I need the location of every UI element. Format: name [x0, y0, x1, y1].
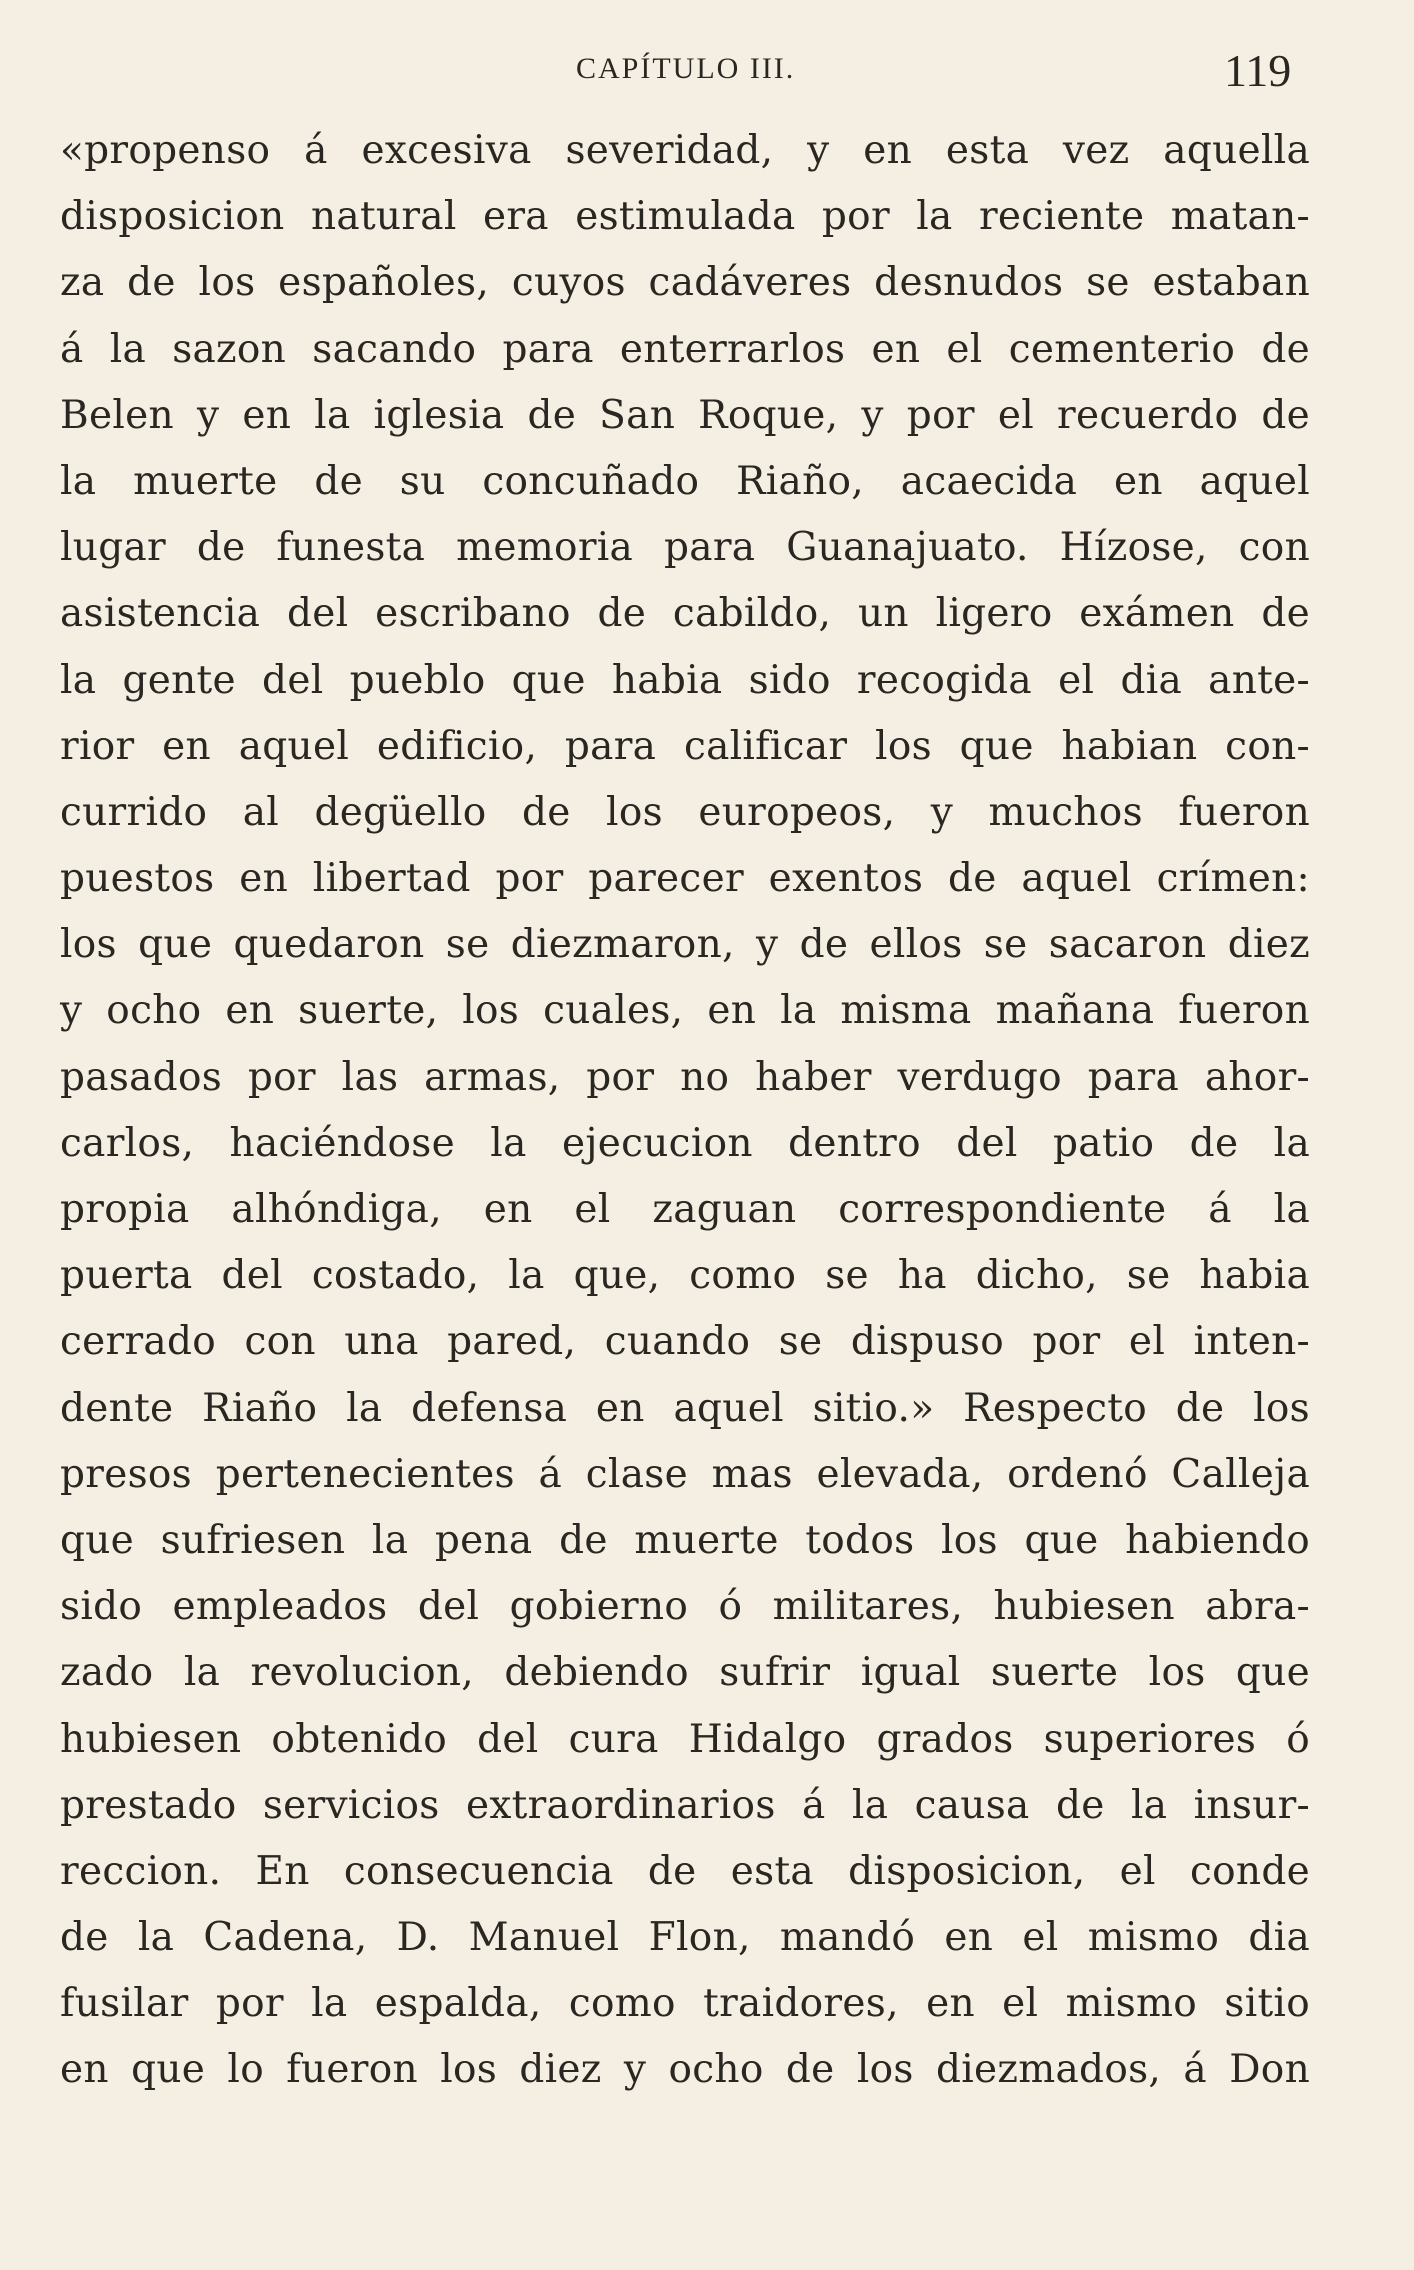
- text-line: dente Riaño la defensa en aquel sitio.» Respecto de los: [60, 1385, 1310, 1431]
- text-line: puestos en libertad por parecer exentos de aquel crímen:: [60, 856, 1310, 902]
- text-line: reccion. En consecuencia de esta disposicion, el conde: [60, 1848, 1310, 1894]
- page-number: 119: [1224, 45, 1292, 96]
- text-line: rior en aquel edificio, para calificar los que habian con-: [60, 723, 1310, 769]
- text-line: zado la revolucion, debiendo sufrir igual suerte los que: [60, 1650, 1310, 1696]
- text-line: fusilar por la espalda, como traidores, en el mismo sitio: [60, 1981, 1310, 2027]
- text-line: á la sazon sacando para enterrarlos en el cementerio de: [60, 326, 1310, 372]
- text-line: que sufriesen la pena de muerte todos los que habiendo: [60, 1517, 1310, 1563]
- text-line: la gente del pueblo que habia sido recogida el dia ante-: [60, 657, 1310, 703]
- text-line: la muerte de su concuñado Riaño, acaecida en aquel: [60, 458, 1310, 504]
- text-line: lugar de funesta memoria para Guanajuato. Hízose, con: [60, 525, 1310, 571]
- text-line: za de los españoles, cuyos cadáveres desnudos se estaban: [60, 260, 1310, 306]
- text-line: y ocho en suerte, los cuales, en la misma mañana fueron: [60, 988, 1310, 1034]
- text-line: pasados por las armas, por no haber verdugo para ahor-: [60, 1054, 1310, 1100]
- body-text: [60, 118, 1310, 2104]
- text-line: Belen y en la iglesia de San Roque, y por el recuerdo de: [60, 392, 1310, 438]
- text-line: propia alhóndiga, en el zaguan correspondiente á la: [60, 1187, 1310, 1232]
- text-line: carlos, haciéndose la ejecucion dentro del patio de la: [60, 1120, 1310, 1166]
- text-line: los que quedaron se diezmaron, y de ellos se sacaron diez: [60, 922, 1310, 968]
- text-line: currido al degüello de los europeos, y muchos fueron: [60, 789, 1310, 835]
- text-line: puerta del costado, la que, como se ha dicho, se habia: [60, 1253, 1310, 1299]
- text-line: prestado servicios extraordinarios á la causa de la insur-: [60, 1782, 1310, 1828]
- text-line: de la Cadena, D. Manuel Flon, mandó en el mismo dia: [60, 1915, 1310, 1961]
- chapter-title: CAPÍTULO III.: [576, 52, 796, 85]
- text-line: en que lo fueron los diez y ocho de los diezmados, á Don: [60, 2047, 1310, 2093]
- text-line: presos pertenecientes á clase mas elevada, ordenó Calleja: [60, 1451, 1310, 1497]
- running-header: [0, 44, 1414, 104]
- text-line: «propenso á excesiva severidad, y en esta vez aquella: [60, 128, 1310, 173]
- text-line: asistencia del escribano de cabildo, un ligero exámen de: [60, 591, 1310, 637]
- text-line: hubiesen obtenido del cura Hidalgo grados superiores ó: [60, 1716, 1310, 1762]
- text-line: disposicion natural era estimulada por la reciente matan-: [60, 194, 1310, 240]
- text-line: sido empleados del gobierno ó militares, hubiesen abra-: [60, 1584, 1310, 1630]
- text-line: cerrado con una pared, cuando se dispuso por el inten-: [60, 1319, 1310, 1365]
